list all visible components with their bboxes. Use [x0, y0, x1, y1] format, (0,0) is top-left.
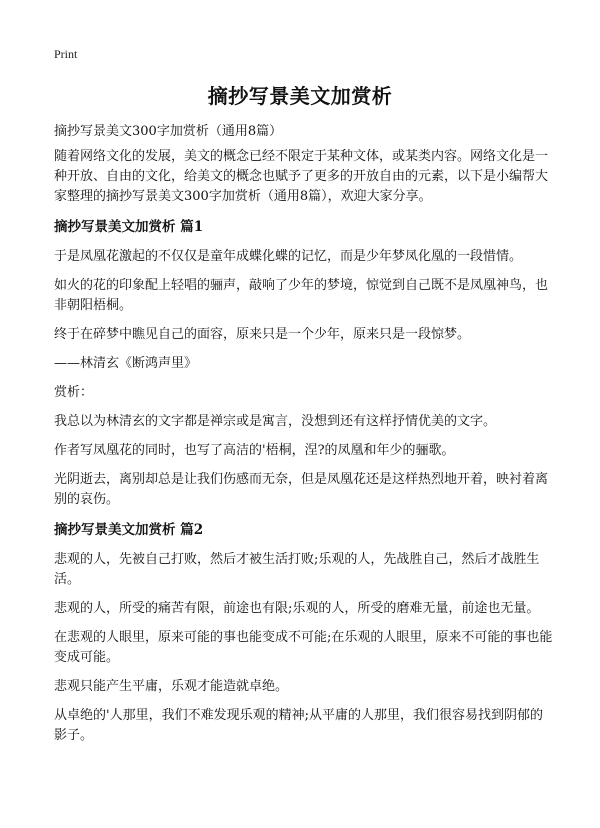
print-link[interactable]: Print: [54, 47, 78, 61]
section-2-paragraph: 在悲观的人眼里，原来可能的事也能变成不可能;在乐观的人眼里，原来不可能的事也能变成可能。: [54, 630, 553, 665]
section-2-paragraph: 从卓绝的'人那里，我们不难发现乐观的精神;从平庸的人那里，我们很容易找到阴郁的影子。: [54, 708, 543, 743]
quote-attribution: ——林清玄《断鸿声里》: [54, 356, 198, 371]
section-2-paragraph: 悲观的人，所受的痛苦有限，前途也有限;乐观的人，所受的磨难无量，前途也无量。: [54, 601, 540, 616]
page-title: 摘抄写景美文加赏析: [207, 84, 393, 108]
section-1-paragraph: 我总以为林清玄的文字都是禅宗或是寓言，没想到还有这样抒情优美的文字。: [54, 414, 497, 429]
section-1-paragraph: 终于在碎梦中瞧见自己的面容，原来只是一个少年，原来只是一段惊梦。: [54, 327, 471, 342]
section-2-heading: 摘抄写景美文加赏析 篇2: [54, 522, 204, 538]
section-2-paragraph: 悲观的人，先被自己打败，然后才被生活打败;乐观的人，先战胜自己，然后才战胜生活。: [54, 552, 540, 587]
section-1-paragraph: 作者写凤凰花的同时，也写了高洁的'梧桐，涅?的凤凰和年少的骊歌。: [54, 443, 455, 458]
intro-paragraph: 随着网络文化的发展，美文的概念已经不限定于某种文体，或某类内容。网络文化是一种开放、自由的文化，给美文的概念也赋予了更多的开放自由的元素，以下是小编帮大家整理的摘抄写景美文300字加赏析（通用8篇），欢迎大家分享。: [54, 149, 549, 204]
section-1-paragraph: 于是凤凰花激起的不仅仅是童年成蝶化蝶的记忆，而是少年梦凤化凰的一段惜情。: [54, 249, 523, 264]
section-1-paragraph: 光阴逝去，离别却总是让我们伤感而无奈，但是凤凰花还是这样热烈地开着，映衬着离别的哀伤。: [54, 472, 549, 507]
page-subtitle: 摘抄写景美文300字加赏析（通用8篇）: [54, 124, 283, 139]
section-2-paragraph: 悲观只能产生平庸，乐观才能造就卓绝。: [54, 679, 289, 694]
section-1-heading: 摘抄写景美文加赏析 篇1: [54, 219, 204, 235]
analysis-label: 赏析：: [54, 385, 94, 400]
article-body: [54, 147, 554, 755]
section-1-paragraph: 如火的花的印象配上轻唱的骊声，敲响了少年的梦境，惊觉到自己既不是凤凰神鸟，也非朝阳梧桐。: [54, 278, 549, 313]
